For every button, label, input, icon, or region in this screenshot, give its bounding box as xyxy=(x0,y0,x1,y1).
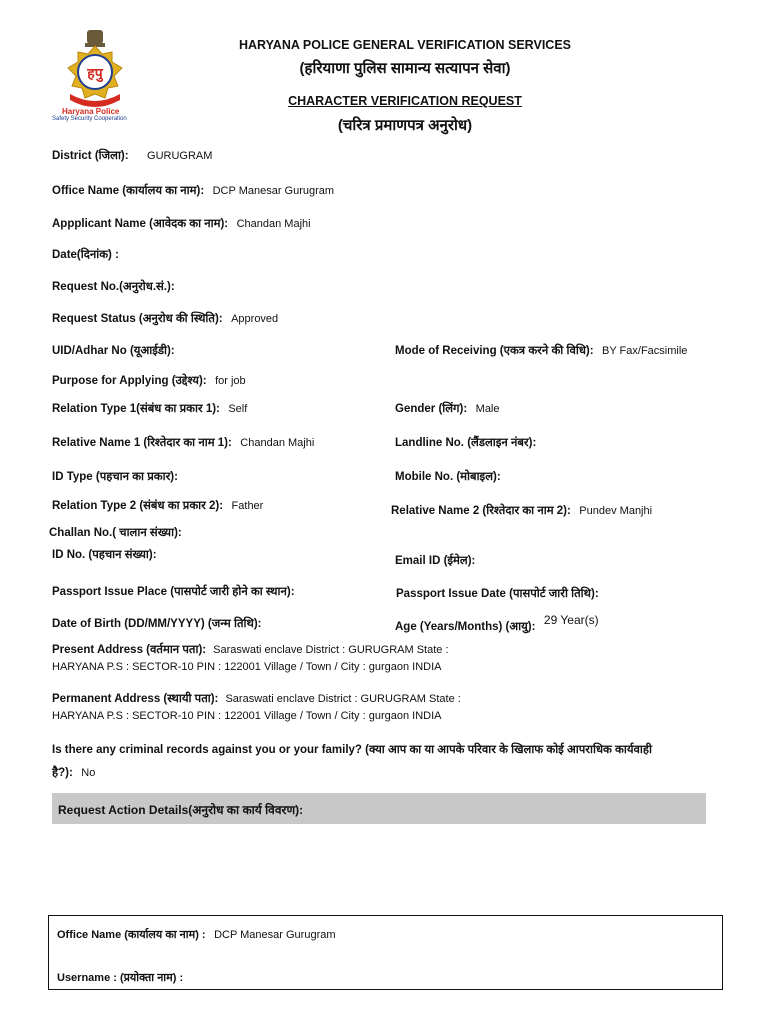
footer-office-label: Office Name (कार्यालय का नाम) : xyxy=(57,929,206,941)
request-action-title: Request Action Details(अनुरोध का कार्य विवरण): xyxy=(58,803,304,817)
field-landline xyxy=(395,433,540,451)
footer-office xyxy=(57,925,336,943)
page-subtitle-hindi: (चरित्र प्रमाणपत्र अनुरोध) xyxy=(337,117,473,134)
status-value: Approved xyxy=(231,313,279,325)
office-value: DCP Manesar Gurugram xyxy=(212,185,335,197)
field-relative1 xyxy=(52,433,314,451)
purpose-label: Purpose for Applying (उद्देश्य): xyxy=(52,375,207,387)
field-purpose xyxy=(52,371,246,389)
field-status xyxy=(52,309,278,327)
gender-label: Gender (लिंग): xyxy=(395,403,468,415)
age-value: 29 Year(s) xyxy=(543,613,599,627)
footer-username xyxy=(57,968,187,986)
applicant-label: Appplicant Name (आवेदक का नाम): xyxy=(52,218,229,230)
field-criminal xyxy=(52,740,652,784)
footer-box xyxy=(48,915,723,990)
relative2-label: Relative Name 2 (रिश्तेदार का नाम 2): xyxy=(391,505,571,517)
passport-place-label: Passport Issue Place (पासपोर्ट जारी होने का स्थान): xyxy=(52,586,295,598)
field-dob xyxy=(52,614,266,632)
permanent-address-label: Permanent Address (स्थायी पता): xyxy=(52,693,219,705)
relative2-value: Pundev Manjhi xyxy=(579,505,653,517)
svg-text:हपु: हपु xyxy=(87,66,103,82)
field-relation1 xyxy=(52,399,247,417)
present-address-line1: Saraswati enclave District : GURUGRAM State : xyxy=(213,644,449,656)
criminal-label-line1: Is there any criminal records against you or your family? (क्या आप का या आपके परिवार के खिलाफ कोई आपराधिक कार्यवाही xyxy=(52,744,652,756)
field-mode xyxy=(395,341,687,359)
email-label: Email ID (ईमेल): xyxy=(395,555,476,567)
field-district xyxy=(52,146,212,164)
present-address xyxy=(52,642,449,676)
relation2-label: Relation Type 2 (संबंध का प्रकार 2): xyxy=(52,500,224,512)
district-label: District (जिला): xyxy=(52,150,129,162)
district-value: GURUGRAM xyxy=(147,150,213,162)
present-address-label: Present Address (वर्तमान पता): xyxy=(52,644,207,656)
passport-date-label: Passport Issue Date (पासपोर्ट जारी तिथि): xyxy=(396,588,599,600)
relation2-value: Father xyxy=(231,500,264,512)
request-action-section xyxy=(52,793,706,824)
logo-name: Haryana Police xyxy=(62,107,120,116)
field-applicant xyxy=(52,214,311,232)
field-id-type xyxy=(52,467,182,485)
field-passport-date xyxy=(396,584,603,602)
page-subtitle: CHARACTER VERIFICATION REQUEST xyxy=(288,94,522,108)
criminal-label-line2: है?): xyxy=(52,767,73,779)
date-label: Date(दिनांक) : xyxy=(52,249,119,261)
field-passport-place xyxy=(52,582,299,600)
mode-value: BY Fax/Facsimile xyxy=(602,345,688,357)
mobile-label: Mobile No. (मोबाइल): xyxy=(395,471,501,483)
relation1-value: Self xyxy=(228,403,248,415)
present-address-line2: HARYANA P.S : SECTOR-10 PIN : 122001 Village / Town / City : gurgaon INDIA xyxy=(52,661,442,673)
applicant-value: Chandan Majhi xyxy=(236,218,311,230)
uid-label: UID/Adhar No (यूआईडी): xyxy=(52,345,175,357)
footer-username-label: Username : (प्रयोक्ता नाम) : xyxy=(57,972,184,984)
criminal-value: No xyxy=(81,767,96,779)
field-request-no xyxy=(52,277,179,295)
field-relation2 xyxy=(52,496,263,514)
field-id-no xyxy=(52,545,161,563)
permanent-address xyxy=(52,691,461,725)
field-email xyxy=(395,551,479,569)
page-title: HARYANA POLICE GENERAL VERIFICATION SERVICES xyxy=(239,38,571,52)
page-title-hindi: (हरियाणा पुलिस सामान्य सत्यापन सेवा) xyxy=(299,60,511,77)
id-type-label: ID Type (पहचान का प्रकार): xyxy=(52,471,178,483)
haryana-police-logo xyxy=(50,24,140,130)
permanent-address-line1: Saraswati enclave District : GURUGRAM State : xyxy=(225,693,461,705)
mode-label: Mode of Receiving (एकत्र करने की विधि): xyxy=(395,345,594,357)
field-uid xyxy=(52,341,179,359)
status-label: Request Status (अनुरोध की स्थिति): xyxy=(52,313,223,325)
relative1-value: Chandan Majhi xyxy=(240,437,315,449)
request-no-label: Request No.(अनुरोध.सं.): xyxy=(52,281,175,293)
relation1-label: Relation Type 1(संबंध का प्रकार 1): xyxy=(52,403,220,415)
footer-office-value: DCP Manesar Gurugram xyxy=(214,929,336,941)
field-challan xyxy=(49,523,186,541)
field-gender xyxy=(395,399,500,417)
permanent-address-line2: HARYANA P.S : SECTOR-10 PIN : 122001 Village / Town / City : gurgaon INDIA xyxy=(52,710,442,722)
challan-label: Challan No.( चालान संख्या): xyxy=(49,527,182,539)
purpose-value: for job xyxy=(215,375,246,387)
landline-label: Landline No. (लैंडलाइन नंबर): xyxy=(395,437,537,449)
field-office xyxy=(52,181,334,199)
gender-value: Male xyxy=(475,403,500,415)
field-relative2 xyxy=(391,501,652,519)
relative1-label: Relative Name 1 (रिश्तेदार का नाम 1): xyxy=(52,437,232,449)
id-no-label: ID No. (पहचान संख्या): xyxy=(52,549,157,561)
logo-tagline: Safety Security Cooperation xyxy=(52,116,127,122)
field-mobile xyxy=(395,467,505,485)
dob-label: Date of Birth (DD/MM/YYYY) (जन्म तिथि): xyxy=(52,618,262,630)
office-label: Office Name (कार्यालय का नाम): xyxy=(52,185,205,197)
age-label: Age (Years/Months) (आयु): xyxy=(395,621,536,633)
field-age xyxy=(395,613,599,635)
field-date xyxy=(52,245,123,263)
